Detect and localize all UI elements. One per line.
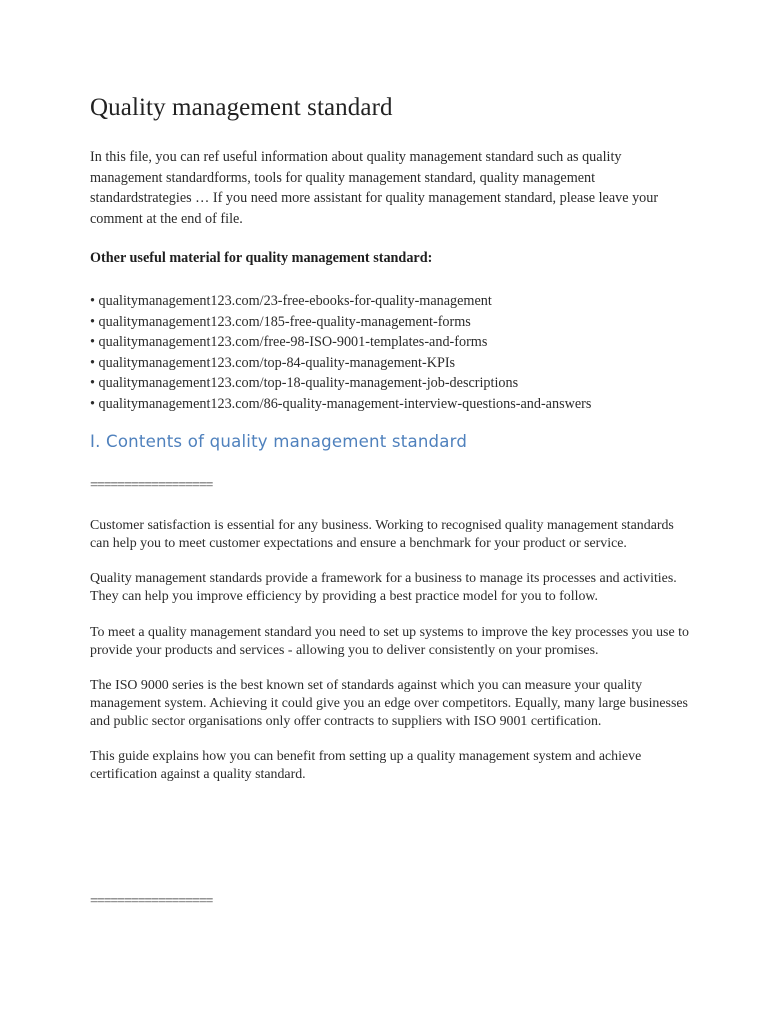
resource-link[interactable]: • qualitymanagement123.com/185-free-quality-management-forms	[90, 313, 471, 330]
document-title: Quality management standard	[90, 94, 393, 121]
resource-link[interactable]: • qualitymanagement123.com/top-18-quality-management-job-descriptions	[90, 375, 519, 392]
resource-link[interactable]: • qualitymanagement123.com/86-quality-management-interview-questions-and-answers	[90, 395, 592, 412]
resource-link[interactable]: • qualitymanagement123.com/free-98-ISO-9001-templates-and-forms	[90, 334, 488, 351]
resource-link[interactable]: • qualitymanagement123.com/23-free-ebooks-for-quality-management	[90, 293, 492, 309]
other-material-heading: Other useful material for quality management standard:	[90, 250, 433, 266]
divider-line: ==================	[90, 478, 213, 493]
body-paragraphs	[90, 517, 690, 801]
resource-links-list	[90, 291, 591, 415]
body-paragraph: Quality management standards provide a framework for a business to manage its processes and activities. They can help you improve efficiency by providing a best practice model for you to follow.	[90, 571, 677, 605]
resource-link[interactable]: • qualitymanagement123.com/top-84-quality-management-KPIs	[90, 354, 456, 371]
body-paragraph: To meet a quality management standard you need to set up systems to improve the key processes you use to provide your products and services - allowing you to deliver consistently on your promises.	[90, 624, 689, 658]
body-paragraph: Customer satisfaction is essential for any business. Working to recognised quality management standards can help you to meet customer expectations and ensure a benchmark for your product or service.	[90, 518, 674, 551]
body-paragraph: This guide explains how you can benefit from setting up a quality management system and achieve certification against a quality standard.	[90, 749, 642, 783]
section-heading-contents: I. Contents of quality management standard	[90, 432, 468, 451]
intro-paragraph: In this file, you can ref useful information about quality management standard such as quality management standardforms, tools for quality management standard, quality management standardstrategies … If you need more assistant for quality management standard, please leave your comment at the end of file.	[90, 149, 659, 228]
divider-line-bottom: ==================	[90, 894, 213, 909]
body-paragraph: The ISO 9000 series is the best known set of standards against which you can measure your quality management system. Achieving it could give you an edge over competitors. Equally, many large businesses and public sector organisations only offer contracts to suppliers with ISO 9001 certification.	[90, 677, 688, 729]
